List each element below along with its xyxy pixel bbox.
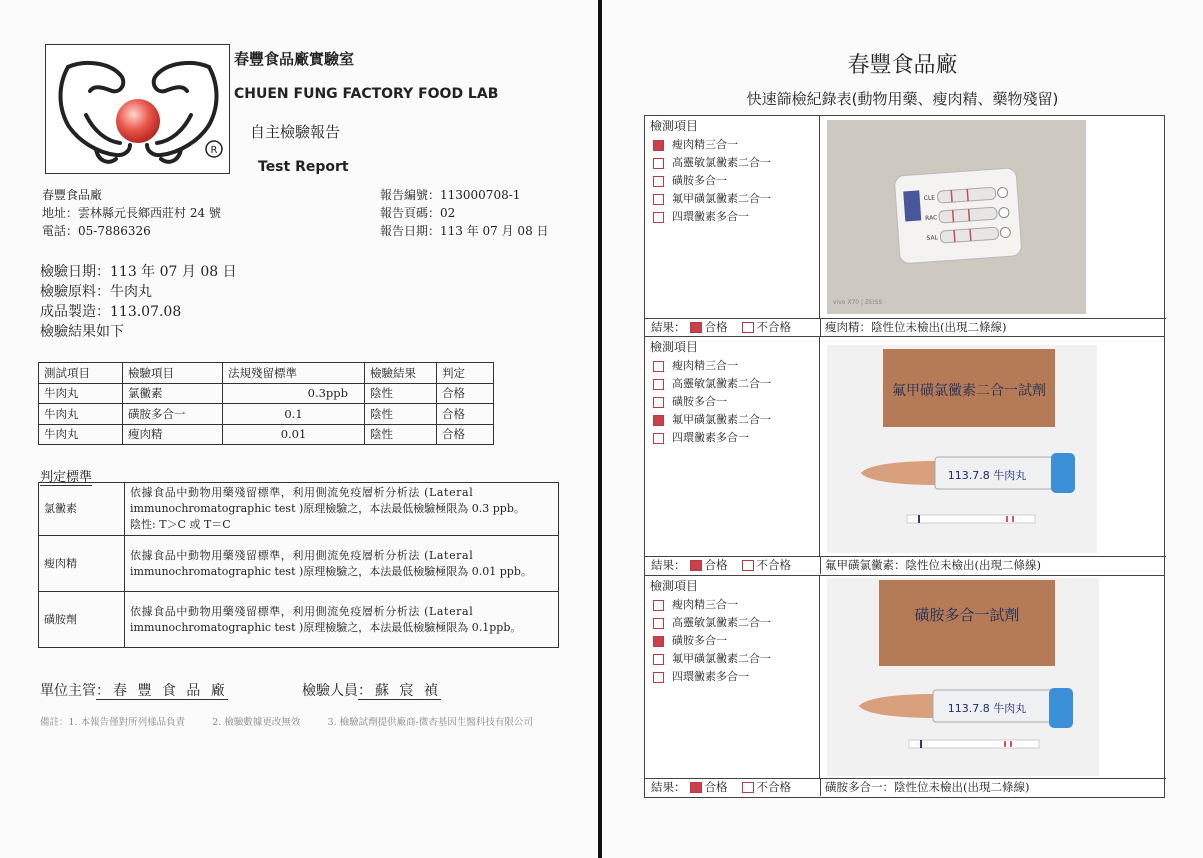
record-subtitle: 快速篩檢紀錄表(動物用藥、瘦肉精、藥物殘留)	[746, 90, 1059, 108]
standard-name: 瘦肉精	[39, 536, 125, 592]
empty-box-icon	[653, 379, 664, 390]
tube-photo	[827, 578, 1099, 776]
lab-name-cn: 春豐食品廠實驗室	[234, 50, 355, 68]
tube-label: 113.7.8 牛肉丸	[947, 469, 1027, 482]
handwritten-label: 磺胺多合一試劑	[914, 606, 1020, 624]
test-item: 磺胺多合一	[645, 632, 819, 650]
inspector-signature: 檢驗人員：蘇 宸 禎	[302, 683, 441, 699]
table-cell: 0.3ppb	[223, 383, 365, 404]
empty-box-icon	[653, 600, 664, 611]
standard-desc: 依據食品中動物用藥殘留標準，利用側流免疫層析分析法 (Lateral immunochromatographic test )原理檢驗之，本法最低檢驗極限為 0.3 ppb。 陰性: T＞C 或 T＝C	[125, 483, 559, 536]
standards-table	[38, 482, 559, 648]
test-date: 檢驗日期：113 年 07 月 08 日	[40, 264, 237, 280]
empty-box-icon	[653, 618, 664, 629]
standard-row	[39, 592, 559, 648]
results-table	[38, 362, 494, 445]
standard-name: 磺胺劑	[39, 592, 125, 648]
empty-box-icon	[653, 361, 664, 372]
test-item-list	[645, 116, 820, 319]
test-item: 四環黴素多合一	[645, 429, 819, 447]
table-header-row	[39, 363, 494, 384]
test-item: 瘦肉精三合一	[645, 136, 819, 154]
result-row	[645, 556, 1166, 574]
report-date: 報告日期：113 年 07 月 08 日	[380, 224, 549, 238]
test-item: 氟甲磺氯黴素二合一	[645, 190, 819, 208]
test-report-page	[0, 0, 598, 858]
empty-box-icon	[653, 654, 664, 665]
table-header: 檢驗項目	[123, 363, 223, 384]
report-notes: 備註：1. 本報告僅對所列樣品負責 2. 檢驗數據更改無效 3. 檢驗試劑提供廠商-微杏基因生醫科技有限公司	[40, 717, 533, 728]
cassette-photo	[827, 120, 1086, 314]
fail-checkbox-icon	[742, 782, 754, 793]
table-cell: 0.01	[223, 424, 365, 445]
test-item: 磺胺多合一	[645, 172, 819, 190]
result-text: 瘦肉精：陰性位未檢出(出現二條線)	[825, 320, 1007, 334]
sample-tube-icon	[827, 345, 1097, 553]
screening-section	[644, 337, 1165, 576]
company-phone: 電話：05-7886326	[42, 224, 151, 238]
report-number: 報告編號：113000708-1	[380, 188, 521, 202]
checked-box-icon	[653, 415, 664, 426]
lab-name-en: CHUEN FUNG FACTORY FOOD LAB	[234, 86, 499, 102]
checked-box-icon	[653, 636, 664, 647]
table-header: 測試項目	[39, 363, 123, 384]
table-row	[39, 424, 494, 445]
test-item: 瘦肉精三合一	[645, 357, 819, 375]
standard-desc: 依據食品中動物用藥殘留標準，利用側流免疫層析分析法 (Lateral immunochromatographic test )原理檢驗之，本法最低檢驗極限為 0.1ppb。	[125, 592, 559, 648]
fail-checkbox-icon	[742, 560, 754, 571]
table-cell: 陰性	[365, 383, 437, 404]
empty-box-icon	[653, 158, 664, 169]
table-cell: 合格	[437, 424, 494, 445]
table-cell: 磺胺多合一	[123, 404, 223, 425]
production-date: 成品製造：113.07.08	[40, 304, 182, 320]
result-labels: 結果： 合格 不合格	[651, 558, 791, 572]
result-intro: 檢驗結果如下	[40, 324, 124, 340]
table-header: 判定	[437, 363, 494, 384]
test-material: 檢驗原料：牛肉丸	[40, 284, 152, 300]
lab-logo	[45, 44, 230, 174]
tube-photo	[827, 345, 1097, 553]
screening-section	[644, 576, 1165, 798]
empty-box-icon	[653, 433, 664, 444]
sample-tube-icon	[827, 578, 1099, 776]
table-cell: 0.1	[223, 404, 365, 425]
test-item: 氟甲磺氯黴素二合一	[645, 411, 819, 429]
test-item: 瘦肉精三合一	[645, 596, 819, 614]
standard-desc: 依據食品中動物用藥殘留標準，利用側流免疫層析分析法 (Lateral immunochromatographic test )原理檢驗之，本法最低檢驗極限為 0.01 ppb。	[125, 536, 559, 592]
photo-caption: vivo X70 | ZEISS	[833, 299, 883, 306]
standard-name: 氯黴素	[39, 483, 125, 536]
table-header: 檢驗結果	[365, 363, 437, 384]
company-info	[42, 186, 221, 240]
company-name: 春豐食品廠	[42, 188, 103, 202]
pass-checkbox-icon	[690, 560, 702, 571]
result-labels: 結果： 合格 不合格	[651, 320, 791, 334]
handwritten-label: 氟甲磺氯黴素二合一試劑	[892, 383, 1046, 399]
cassette-label: CLE	[923, 194, 936, 203]
table-cell: 陰性	[365, 424, 437, 445]
table-cell: 牛肉丸	[39, 383, 123, 404]
items-caption: 檢測項目	[650, 119, 699, 133]
supervisor-signature: 單位主管：春 豐 食 品 廠	[40, 683, 228, 699]
result-row	[645, 318, 1166, 336]
pass-checkbox-icon	[690, 322, 702, 333]
table-cell: 瘦肉精	[123, 424, 223, 445]
test-item: 高靈敏氯黴素二合一	[645, 154, 819, 172]
result-text: 磺胺多合一：陰性位未檢出(出現二條線)	[825, 780, 1030, 794]
items-caption: 檢測項目	[650, 579, 699, 593]
result-text: 氟甲磺氯黴素：陰性位未檢出(出現二條線)	[825, 558, 1041, 572]
table-cell: 牛肉丸	[39, 404, 123, 425]
pass-checkbox-icon	[690, 782, 702, 793]
empty-box-icon	[653, 194, 664, 205]
table-cell: 合格	[437, 383, 494, 404]
table-cell: 合格	[437, 404, 494, 425]
test-item-list	[645, 576, 820, 779]
items-caption: 檢測項目	[650, 340, 699, 354]
table-header: 法規殘留標準	[223, 363, 365, 384]
svg-text:R: R	[210, 145, 218, 156]
cassette-label: RAC	[924, 214, 938, 223]
report-meta	[380, 186, 549, 240]
screening-record-page	[602, 0, 1203, 858]
hands-logo-icon	[46, 45, 231, 175]
empty-box-icon	[653, 212, 664, 223]
test-item: 高靈敏氯黴素二合一	[645, 375, 819, 393]
test-item: 四環黴素多合一	[645, 208, 819, 226]
cassette-label: SAL	[926, 234, 939, 243]
screening-section	[644, 115, 1165, 337]
tube-label: 113.7.8 牛肉丸	[947, 702, 1027, 715]
test-cassette-icon	[827, 120, 1086, 314]
standards-title: 判定標準	[40, 470, 93, 485]
test-item: 氟甲磺氯黴素二合一	[645, 650, 819, 668]
test-item-list	[645, 337, 820, 557]
record-title: 春豐食品廠	[847, 53, 958, 78]
test-summary	[40, 262, 237, 342]
empty-box-icon	[653, 176, 664, 187]
table-row	[39, 383, 494, 404]
company-address: 地址：雲林縣元長鄉西莊村 24 號	[42, 206, 221, 220]
report-title-cn: 自主檢驗報告	[250, 123, 341, 141]
table-cell: 陰性	[365, 404, 437, 425]
table-cell: 氯黴素	[123, 383, 223, 404]
test-item: 高靈敏氯黴素二合一	[645, 614, 819, 632]
result-row	[645, 778, 1166, 796]
table-row	[39, 404, 494, 425]
checked-box-icon	[653, 140, 664, 151]
test-item: 四環黴素多合一	[645, 668, 819, 686]
report-page: 報告頁碼：02	[380, 206, 456, 220]
fail-checkbox-icon	[742, 322, 754, 333]
standard-row	[39, 483, 559, 536]
result-labels: 結果： 合格 不合格	[651, 780, 791, 794]
test-item: 磺胺多合一	[645, 393, 819, 411]
empty-box-icon	[653, 672, 664, 683]
empty-box-icon	[653, 397, 664, 408]
table-cell: 牛肉丸	[39, 424, 123, 445]
standard-row	[39, 536, 559, 592]
report-title-en: Test Report	[258, 159, 349, 175]
